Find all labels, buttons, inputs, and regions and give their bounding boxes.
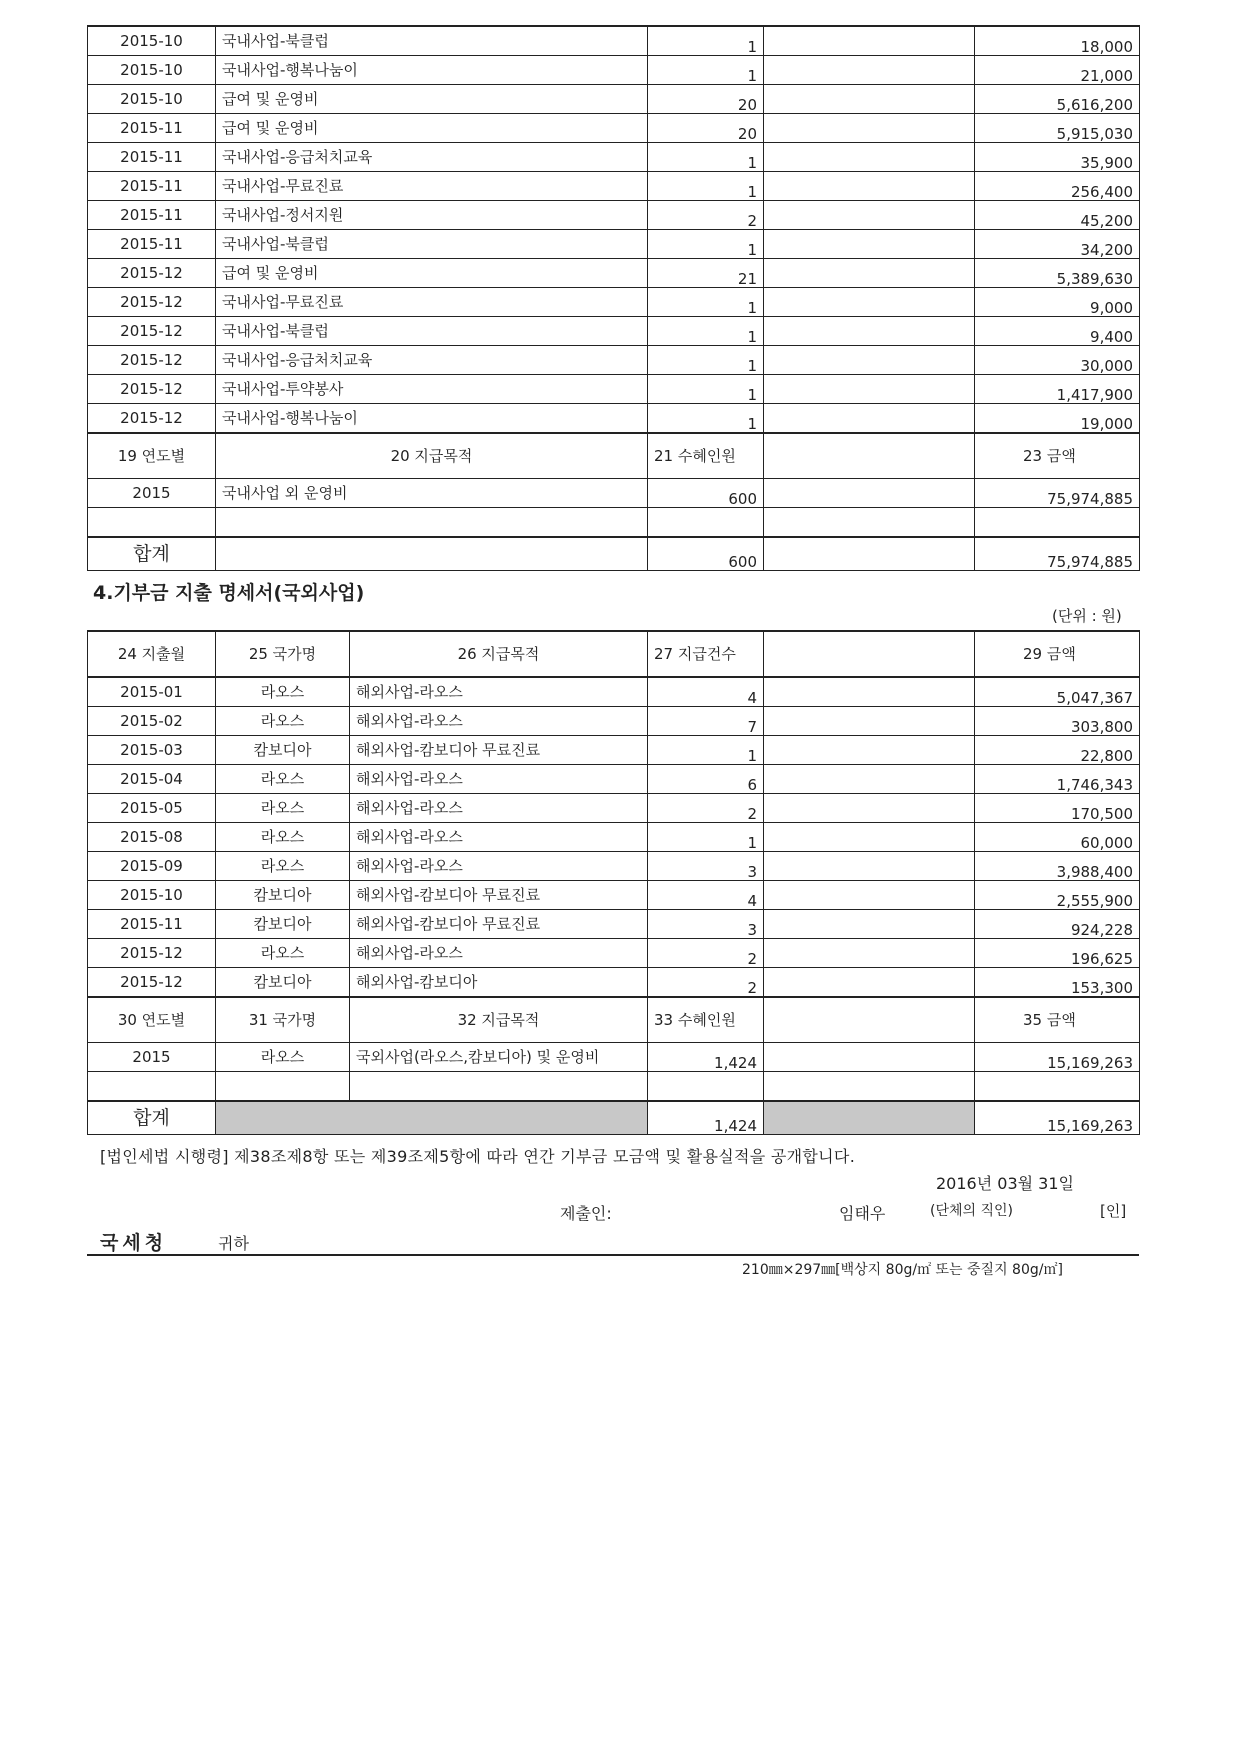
cell-amount: 1,417,900: [975, 375, 1140, 404]
total-shaded-cell: [216, 1101, 648, 1135]
foreign-summary-header: [88, 997, 1140, 1043]
cell-count: 2: [648, 939, 764, 968]
table-row: [88, 375, 1140, 404]
unit-label: (단위 : 원): [1052, 607, 1122, 625]
cell-count: 1: [648, 404, 764, 434]
cell-month: 2015-03: [88, 736, 216, 765]
cell-amount: 256,400: [975, 172, 1140, 201]
header-amount: 23 금액: [975, 433, 1140, 479]
cell-amount: 196,625: [975, 939, 1140, 968]
cell-count: 1: [648, 375, 764, 404]
cell-country: 캄보디아: [216, 736, 350, 765]
summary-blank: [764, 479, 975, 508]
cell-amount: 170,500: [975, 794, 1140, 823]
cell-count: 20: [648, 85, 764, 114]
cell-month: 2015-12: [88, 404, 216, 434]
submitter-name: 임태우: [839, 1204, 886, 1223]
cell-count: 1: [648, 736, 764, 765]
cell-purpose: 해외사업-라오스: [350, 852, 648, 881]
submitter-role: (단체의 직인): [930, 1203, 1013, 1219]
summary-year: 2015: [88, 1043, 216, 1072]
cell-blank: [764, 823, 975, 852]
cell-count: 4: [648, 881, 764, 910]
summary-count: 600: [648, 479, 764, 508]
cell-month: 2015-12: [88, 288, 216, 317]
cell-amount: 153,300: [975, 968, 1140, 998]
cell-month: 2015-12: [88, 317, 216, 346]
cell-month: 2015-11: [88, 143, 216, 172]
table-row: [88, 736, 1140, 765]
foreign-header-row: [88, 631, 1140, 677]
cell-amount: 21,000: [975, 56, 1140, 85]
table-row: [88, 881, 1140, 910]
cell-purpose: 해외사업-캄보디아 무료진료: [350, 736, 648, 765]
cell-blank: [764, 114, 975, 143]
summary-amount: 75,974,885: [975, 479, 1140, 508]
cell-month: 2015-11: [88, 910, 216, 939]
cell-purpose: 국내사업-행복나눔이: [216, 404, 648, 434]
header-blank: [764, 631, 975, 677]
cell-count: 1: [648, 56, 764, 85]
total-label: 합계: [88, 1101, 216, 1135]
summary-country: 라오스: [216, 1043, 350, 1072]
cell-blank: [764, 230, 975, 259]
header-year: 19 연도별: [88, 433, 216, 479]
header-month: 24 지출월: [88, 631, 216, 677]
cell-amount: 45,200: [975, 201, 1140, 230]
cell-amount: 60,000: [975, 823, 1140, 852]
table-row: [88, 56, 1140, 85]
header-amount: 35 금액: [975, 997, 1140, 1043]
table-row: [88, 707, 1140, 736]
cell-blank: [764, 317, 975, 346]
domestic-empty-row: [88, 508, 1140, 538]
paper-spec: 210㎜×297㎜[백상지 80g/㎡ 또는 중질지 80g/㎡]: [742, 1262, 1063, 1278]
cell-amount: 1,746,343: [975, 765, 1140, 794]
table-row: [88, 852, 1140, 881]
table-row: [88, 765, 1140, 794]
cell-amount: 2,555,900: [975, 881, 1140, 910]
cell-blank: [764, 736, 975, 765]
domestic-summary-header: [88, 433, 1140, 479]
cell-month: 2015-12: [88, 968, 216, 998]
table-row: [88, 823, 1140, 852]
cell-month: 2015-12: [88, 259, 216, 288]
cell-purpose: 해외사업-라오스: [350, 823, 648, 852]
recipient: 국세청: [100, 1232, 168, 1254]
cell-amount: 18,000: [975, 26, 1140, 56]
cell-amount: 22,800: [975, 736, 1140, 765]
foreign-expense-rows: [88, 677, 1140, 997]
submitter-label: 제출인:: [560, 1204, 612, 1223]
cell-month: 2015-04: [88, 765, 216, 794]
foreign-expense-table: [87, 630, 1140, 1135]
table-row: [88, 794, 1140, 823]
cell-purpose: 국내사업-무료진료: [216, 172, 648, 201]
cell-count: 2: [648, 794, 764, 823]
cell-blank: [764, 765, 975, 794]
cell-blank: [764, 910, 975, 939]
summary-purpose: 국내사업 외 운영비: [216, 479, 648, 508]
foreign-header: [88, 631, 1140, 677]
cell-month: 2015-10: [88, 881, 216, 910]
table-row: [88, 404, 1140, 434]
cell-month: 2015-09: [88, 852, 216, 881]
total-count: 1,424: [648, 1101, 764, 1135]
domestic-expense-table: [87, 25, 1140, 571]
total-blank-2: [764, 537, 975, 571]
header-year: 30 연도별: [88, 997, 216, 1043]
cell-blank: [764, 677, 975, 707]
total-blank: [216, 537, 648, 571]
header-count: 27 지급건수: [648, 631, 764, 677]
cell-count: 1: [648, 823, 764, 852]
cell-purpose: 급여 및 운영비: [216, 85, 648, 114]
table-row: [88, 143, 1140, 172]
header-purpose: 20 지급목적: [216, 433, 648, 479]
cell-amount: 303,800: [975, 707, 1140, 736]
cell-purpose: 국내사업-응급처치교육: [216, 143, 648, 172]
foreign-total-row: [88, 1101, 1140, 1135]
cell-purpose: 해외사업-라오스: [350, 794, 648, 823]
table-row: [88, 201, 1140, 230]
cell-amount: 5,616,200: [975, 85, 1140, 114]
cell-purpose: 해외사업-라오스: [350, 939, 648, 968]
summary-amount: 15,169,263: [975, 1043, 1140, 1072]
domestic-expense-rows: [88, 26, 1140, 433]
cell-blank: [764, 201, 975, 230]
cell-country: 라오스: [216, 794, 350, 823]
cell-month: 2015-05: [88, 794, 216, 823]
cell-blank: [764, 968, 975, 998]
cell-month: 2015-11: [88, 114, 216, 143]
legal-notice: [법인세법 시행령] 제38조제8항 또는 제39조제5항에 따라 연간 기부금 모금액 및 활용실적을 공개합니다.: [100, 1147, 856, 1166]
cell-purpose: 급여 및 운영비: [216, 259, 648, 288]
table-row: [88, 317, 1140, 346]
cell-country: 라오스: [216, 677, 350, 707]
cell-country: 라오스: [216, 765, 350, 794]
header-amount: 29 금액: [975, 631, 1140, 677]
cell-count: 1: [648, 143, 764, 172]
cell-count: 1: [648, 317, 764, 346]
table-row: [88, 230, 1140, 259]
domestic-total-row: [88, 537, 1140, 571]
cell-purpose: 국내사업-북클럽: [216, 317, 648, 346]
cell-blank: [764, 939, 975, 968]
cell-count: 7: [648, 707, 764, 736]
header-country: 31 국가명: [216, 997, 350, 1043]
cell-purpose: 해외사업-라오스: [350, 707, 648, 736]
cell-country: 라오스: [216, 939, 350, 968]
header-purpose: 32 지급목적: [350, 997, 648, 1043]
cell-purpose: 국내사업-북클럽: [216, 26, 648, 56]
cell-blank: [764, 404, 975, 434]
cell-count: 2: [648, 201, 764, 230]
summary-purpose: 국외사업(라오스,캄보디아) 및 운영비: [350, 1043, 648, 1072]
cell-month: 2015-11: [88, 201, 216, 230]
cell-count: 1: [648, 26, 764, 56]
foreign-summary-row: [88, 1043, 1140, 1072]
total-count: 600: [648, 537, 764, 571]
table-row: [88, 939, 1140, 968]
foreign-summary: [88, 997, 1140, 1135]
cell-purpose: 국내사업-행복나눔이: [216, 56, 648, 85]
cell-blank: [764, 852, 975, 881]
domestic-summary-row: [88, 479, 1140, 508]
cell-purpose: 국내사업-무료진료: [216, 288, 648, 317]
cell-month: 2015-02: [88, 707, 216, 736]
cell-count: 4: [648, 677, 764, 707]
cell-amount: 9,400: [975, 317, 1140, 346]
table-row: [88, 910, 1140, 939]
cell-count: 1: [648, 346, 764, 375]
table-row: [88, 346, 1140, 375]
summary-year: 2015: [88, 479, 216, 508]
foreign-empty-row: [88, 1072, 1140, 1102]
cell-purpose: 해외사업-캄보디아 무료진료: [350, 881, 648, 910]
cell-count: 3: [648, 910, 764, 939]
domestic-summary: [88, 433, 1140, 571]
cell-blank: [764, 288, 975, 317]
cell-blank: [764, 881, 975, 910]
cell-purpose: 해외사업-라오스: [350, 765, 648, 794]
cell-count: 1: [648, 230, 764, 259]
cell-amount: 30,000: [975, 346, 1140, 375]
table-row: [88, 259, 1140, 288]
cell-month: 2015-11: [88, 230, 216, 259]
cell-blank: [764, 259, 975, 288]
cell-purpose: 국내사업-응급처치교육: [216, 346, 648, 375]
total-amount: 75,974,885: [975, 537, 1140, 571]
cell-amount: 924,228: [975, 910, 1140, 939]
cell-purpose: 해외사업-라오스: [350, 677, 648, 707]
cell-count: 1: [648, 172, 764, 201]
cell-count: 2: [648, 968, 764, 998]
cell-blank: [764, 143, 975, 172]
cell-blank: [764, 172, 975, 201]
summary-blank: [764, 1043, 975, 1072]
cell-country: 라오스: [216, 707, 350, 736]
section-title: 4.기부금 지출 명세서(국외사업): [93, 582, 365, 604]
table-row: [88, 85, 1140, 114]
cell-blank: [764, 85, 975, 114]
cell-count: 21: [648, 259, 764, 288]
cell-country: 캄보디아: [216, 910, 350, 939]
cell-purpose: 해외사업-캄보디아 무료진료: [350, 910, 648, 939]
cell-country: 캄보디아: [216, 881, 350, 910]
total-amount: 15,169,263: [975, 1101, 1140, 1135]
cell-purpose: 국내사업-정서지원: [216, 201, 648, 230]
cell-country: 라오스: [216, 823, 350, 852]
table-row: [88, 114, 1140, 143]
cell-month: 2015-12: [88, 346, 216, 375]
cell-purpose: 국내사업-북클럽: [216, 230, 648, 259]
table-row: [88, 968, 1140, 998]
cell-count: 20: [648, 114, 764, 143]
cell-purpose: 국내사업-투약봉사: [216, 375, 648, 404]
cell-amount: 35,900: [975, 143, 1140, 172]
cell-month: 2015-10: [88, 26, 216, 56]
cell-blank: [764, 26, 975, 56]
table-row: [88, 288, 1140, 317]
header-blank: [764, 997, 975, 1043]
header-blank: [764, 433, 975, 479]
cell-blank: [764, 707, 975, 736]
table-row: [88, 677, 1140, 707]
cell-purpose: 급여 및 운영비: [216, 114, 648, 143]
cell-month: 2015-12: [88, 375, 216, 404]
cell-amount: 9,000: [975, 288, 1140, 317]
summary-count: 1,424: [648, 1043, 764, 1072]
total-shaded-cell-2: [764, 1101, 975, 1135]
seal-mark: [인]: [1100, 1202, 1127, 1220]
cell-amount: 19,000: [975, 404, 1140, 434]
cell-blank: [764, 375, 975, 404]
cell-amount: 34,200: [975, 230, 1140, 259]
cell-month: 2015-08: [88, 823, 216, 852]
submission-date: 2016년 03월 31일: [936, 1174, 1074, 1193]
header-purpose: 26 지급목적: [350, 631, 648, 677]
header-count: 33 수혜인원: [648, 997, 764, 1043]
cell-month: 2015-11: [88, 172, 216, 201]
header-count: 21 수혜인원: [648, 433, 764, 479]
cell-amount: 3,988,400: [975, 852, 1140, 881]
cell-month: 2015-01: [88, 677, 216, 707]
recipient-suffix: 귀하: [218, 1234, 249, 1253]
cell-month: 2015-12: [88, 939, 216, 968]
cell-month: 2015-10: [88, 56, 216, 85]
cell-count: 1: [648, 288, 764, 317]
cell-amount: 5,389,630: [975, 259, 1140, 288]
cell-month: 2015-10: [88, 85, 216, 114]
cell-amount: 5,047,367: [975, 677, 1140, 707]
cell-blank: [764, 794, 975, 823]
cell-blank: [764, 56, 975, 85]
header-country: 25 국가명: [216, 631, 350, 677]
table-row: [88, 172, 1140, 201]
footer-rule: [87, 1254, 1139, 1256]
cell-count: 3: [648, 852, 764, 881]
cell-country: 라오스: [216, 852, 350, 881]
total-label: 합계: [88, 537, 216, 571]
cell-blank: [764, 346, 975, 375]
cell-amount: 5,915,030: [975, 114, 1140, 143]
cell-country: 캄보디아: [216, 968, 350, 998]
cell-count: 6: [648, 765, 764, 794]
cell-purpose: 해외사업-캄보디아: [350, 968, 648, 998]
table-row: [88, 26, 1140, 56]
